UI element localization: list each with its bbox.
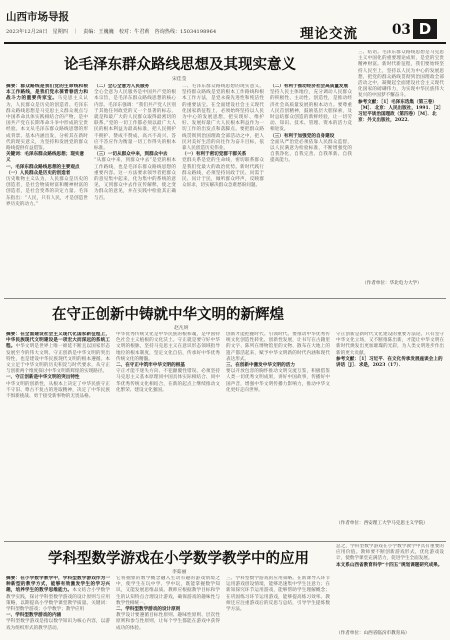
article-1-abstract: 摘要：群众路线是我们党的生命线和根本工作路线，是我们党永葆青春活力和战斗力的重要传家宝。 <box>6 84 88 102</box>
article-2-heading-1: 一、守正创新是中华文明的突出特性 <box>6 375 80 381</box>
issue-line: 2023年12月28日 星期四 ｜ 责编：王巍巍 校对：牛君莉 咨询热线：15034198964 <box>6 29 217 35</box>
page-letter-badge: D <box>413 19 437 39</box>
page-number: 03 <box>392 22 411 38</box>
article-1-references: 参考文献：［1］毛泽东选集（第三卷）［M］．北京：人民出版社，1991．［2］习近平谈治国理政（第四卷）［M］．北京：外文出版社，2022． <box>358 99 444 124</box>
article-2-byline: 赵凡妍 <box>174 326 189 331</box>
article-2-paragraph: 中华文明的创新性，从根本上决定了中华民族守正不守旧、尊古不复古的进取精神，决定了中华民族不惧新挑战、勇于接受新事物的无畏品格。 <box>6 381 110 400</box>
article-1-subheading-2: （二）全心全意为人民服务 <box>94 84 150 89</box>
article-2-paragraph: 要以开放包容的胸怀推动文明交流互鉴，积极借鉴人类一切优秀文明成果，讲好中国故事，传播好中国声音，增强中华文明传播力影响力，推动中华文化更好走向世界。 <box>226 369 330 393</box>
article-2-heading-2: 二、在守正中筑牢中华文明的根基 <box>116 363 185 369</box>
masthead-rule <box>4 42 446 44</box>
article-3-paragraph: 总之，学科型数学游戏在小学数学教学中具有重要的应用价值。教师要不断创新游戏形式，优化游戏设计，使数学课堂充满活力，促进学生全面发展。 <box>336 544 444 562</box>
article-3-abstract-body: 本文结合小学数学教学实践，探讨学科型数学游戏的设计原则与应用策略，以期提高小学数学课堂教学质量。关键词：学科型数学游戏；小学数学；教学应用 <box>6 588 110 613</box>
article-1-subheading-1: （一）人民群众是历史的创造者 <box>6 170 71 176</box>
article-1-paragraph: 历史唯物主义认为，人民群众是历史的创造者，是社会物质财富和精神财富的创造者，是社会变革的决定力量。毛泽东指出：“人民，只有人民，才是创造世界历史的动力。” <box>6 177 88 207</box>
article-3-column-4 <box>336 544 444 628</box>
article-3-paragraph: 三、学科型数学游戏的应用策略。在新课导入环节运用游戏创设情境，能够迅速集中学生注意力；在新知探究环节运用游戏，能够帮助学生理解概念；在巩固练习环节运用游戏，能够提高练习效率。教师还应注重游戏后的反思与总结，引导学生提炼数学方法。 <box>226 576 330 613</box>
article-1-paragraph: 全心全意为人民服务是中国共产党的根本宗旨，是毛泽东群众路线思想的核心内容。毛泽东强调：“我们共产党人区别于其他任何政党的又一个显著的标志，就是和最广大的人民群众取得最密切的联系。”党的一切工作都必须以最广大人民的根本利益为最高标准，把人民拥护不拥护、赞成不赞成、高兴不高兴、答应不答应作为衡量一切工作得失的根本标准。 <box>94 90 176 152</box>
article-3-column-3 <box>226 576 330 638</box>
article-3-title: 学科型数学游戏在小学数学教学中的应用 <box>48 550 309 567</box>
article-1-subheading-3: （三）一切从群众中来，到群众中去 <box>94 152 168 158</box>
article-2-paragraph: 创新才能把握时代、引领时代。要推动中华优秀传统文化创造性转化、创新性发展，让书写在古籍里的文字、陈列在博物馆里的文物、散布在大地上的遗产都活起来，赋予中华文明新的时代内涵和现代表达形式。 <box>226 332 330 362</box>
article-3-heading-1: 一、学科型数学游戏的内涵 <box>6 613 62 619</box>
article-3-heading-2: 二、学科型数学游戏的设计原则 <box>116 607 181 613</box>
article-2-paragraph: 中华优秀传统文化是中华民族的根和魂，是中国特色社会主义植根的文化沃土。守正就是要守好中华文明的根脉，坚持马克思主义在意识形态领域指导地位的根本制度，坚定文化自信，传承好中华优秀传统文化的精髓。 <box>116 332 220 362</box>
article-2-column-4 <box>336 332 444 512</box>
article-1-abstract-body: 马克思主义认为，人民群众是历史的创造者。毛泽东群众路线思想是马克思主义群众观点与中国革命具体实践相结合的产物，是中国共产党在长期革命斗争中形成的宝贵经验。本文从毛泽东群众路线思想的形成背景、基本内涵出发，分析其在新时代的现实意义，为坚持和发展党的群众路线提供有益借鉴。 <box>6 96 88 152</box>
article-2-column-3 <box>226 332 330 538</box>
article-3-byline: 李茹丽 <box>172 570 187 575</box>
article-1-paragraph: 坚持人民主体地位，充分调动人民群众的积极性、主动性、创造性，是推动经济社会高质量发展的根本动力。要尊重人民首创精神，鼓励基层大胆探索，及时总结群众创造的新鲜经验，让一切劳动、知识、技术、管理、资本的活力竞相迸发。 <box>270 90 352 133</box>
article-2-references: 参考文献：［1］习近平．在文化传承发展座谈会上的讲话［J］．求是，2023（17）． <box>336 356 443 369</box>
article-2-column-2 <box>116 332 220 538</box>
article-1-paragraph: 党群关系是党的生命线，密切联系群众是我们党最大的政治优势。新时代践行群众路线，必须坚持问政于民、问需于民、问计于民，倾听群众呼声，反映群众诉求，切实解决群众急难愁盼问题。 <box>182 158 264 189</box>
article-1-title: 论毛泽东群众路线思想及其现实意义 <box>64 56 296 73</box>
article-1-author-note: （作者单位：华北电力大学） <box>362 281 422 286</box>
paper-name: 山西市场导报 <box>6 11 69 23</box>
article-1-subheading-6: （三）有利于加强党的自身建设 <box>270 133 335 139</box>
article-2-heading-3: 三、在创新中激发中华文明的活力 <box>226 363 295 369</box>
article-1-keywords: 关键词：毛泽东群众路线思想；现实意义 <box>6 152 85 164</box>
article-2-abstract-body: 中华文明是世界上唯一绵延不断且以国家形态发展至今的伟大文明。守正创新是中华文明的突出特性，也是建设中华民族现代文明的根本遵循。本文立足于中华文明的历史积淀与时代要求，从守正与创新两个维度探讨中华文明新辉煌的实现路径。 <box>6 344 110 375</box>
article-3-paragraph: 它将抽象的数学概念融入生动有趣的游戏情境之中，使学生在玩中学、学中玩，既能掌握数学知识，又能发展思维品质。教师应根据教学目标和学生的认知特点合理设计游戏，确保游戏的趣味性与数学性相统一。 <box>116 576 220 606</box>
article-3-author-note: （作者单位：山西省临汾市教育局） <box>336 631 410 636</box>
divider <box>4 298 446 299</box>
article-1-heading-1: 一、毛泽东群众路线思想的主要观点 <box>6 164 80 170</box>
article-3-paragraph: 学科型数学游戏是指以数学知识为核心内容，以游戏为组织形式的教学活动。 <box>6 619 110 631</box>
divider <box>4 541 446 542</box>
article-3-column-2 <box>116 576 220 638</box>
article-1-column-2 <box>94 84 176 294</box>
article-1-paragraph: 三、结语。毛泽东群众路线思想是马克思主义中国化的重要理论成果，是党的宝贵精神财富。新时代新征程，我们要始终坚持人民至上，坚持以人民为中心的发展思想，把党的群众路线贯彻到治国理政全部活动之中，凝聚起全面建设社会主义现代化国家的磅礴伟力，为实现中华民族伟大复兴的中国梦不懈奋斗。 <box>358 50 444 99</box>
masthead <box>0 0 450 44</box>
article-1-column-3 <box>182 84 264 294</box>
article-2-paragraph: 守正才能不迷失方向、不犯颠覆性错误。必须坚持马克思主义基本原理同中国具体实际相结合、同中华优秀传统文化相结合，在新的起点上继续推动文化繁荣、建设文化强国。 <box>116 369 220 393</box>
article-1-paragraph: “从群众中来，到群众中去”是党的根本工作路线，也是毛泽东群众路线思想的重要内容。这一方法要求领导者把群众的意见集中起来，化为集中的系统的意见，又到群众中去作宣传解释，使之变为群众的意见，并在实践中检验其正确与否。 <box>94 158 176 201</box>
article-1-paragraph: 二、毛泽东群众路线思想的现实意义。坚持群众路线是党的根本工作路线和根本工作方法，是党永葆先进性和纯洁性的重要法宝。在全面建设社会主义现代化国家新征程上，必须始终坚持以人民为中心的发展思想，把实现好、维护好、发展好最广大人民根本利益作为一切工作的出发点和落脚点。要把群众路线贯彻到治国理政全部活动之中，把人民对美好生活的向往作为奋斗目标，依靠人民创造历史伟业。 <box>182 84 264 152</box>
article-1-paragraph: 全面从严治党必须依靠人民群众监督，以人民满意为检验标准，不断增强党的自我净化、自我完善、自我革新、自我提高能力。 <box>270 139 352 164</box>
article-1-byline: 宋佳莹 <box>172 77 187 82</box>
article-1-subheading-4: （一）有利于密切党群干群关系 <box>182 152 247 158</box>
article-3-column-1 <box>6 576 110 638</box>
article-1-column-4 <box>270 84 352 294</box>
article-2-author-note: （作者单位：西安理工大学马克思主义学院） <box>336 521 428 526</box>
article-1-column-1 <box>6 84 88 294</box>
article-2-paragraph: 守正创新是新时代文化建设的重要方法论。只有坚守中华文化立场，又不断推陈出新，才能让中华文明在新时代焕发出更加璀璨的光彩，为人类文明进步作出新的更大贡献。 <box>336 332 444 356</box>
article-3-funding-note: 本文系山西省教育科学“十四五”规划课题研究成果。 <box>336 562 443 568</box>
article-2-column-1 <box>6 332 110 538</box>
article-1-subheading-5: （二）有利于推动经济社会高质量发展 <box>270 84 349 89</box>
article-1-column-5 <box>358 50 444 276</box>
article-2-title: 在守正创新中铸就中华文明的新辉煌 <box>52 306 284 323</box>
article-3-abstract: 摘要：在小学数学教学中，学科型数学游戏作为一种新型的教学方式，能够有效激发学生的学习兴趣，培养学生的数学思维能力。 <box>6 576 110 594</box>
article-2-abstract: 摘要：在全面建设社会主义现代化国家新征程上，中华民族现代文明建设是一项宏大而深远的系统工程。 <box>6 332 110 350</box>
section-title: 理论交流 <box>300 26 358 42</box>
article-3-paragraph: 教学设计要遵循目标性原则、趣味性原则、层次性原则和参与性原则，让每个学生都能在游戏中获得成功的体验。 <box>116 613 220 631</box>
